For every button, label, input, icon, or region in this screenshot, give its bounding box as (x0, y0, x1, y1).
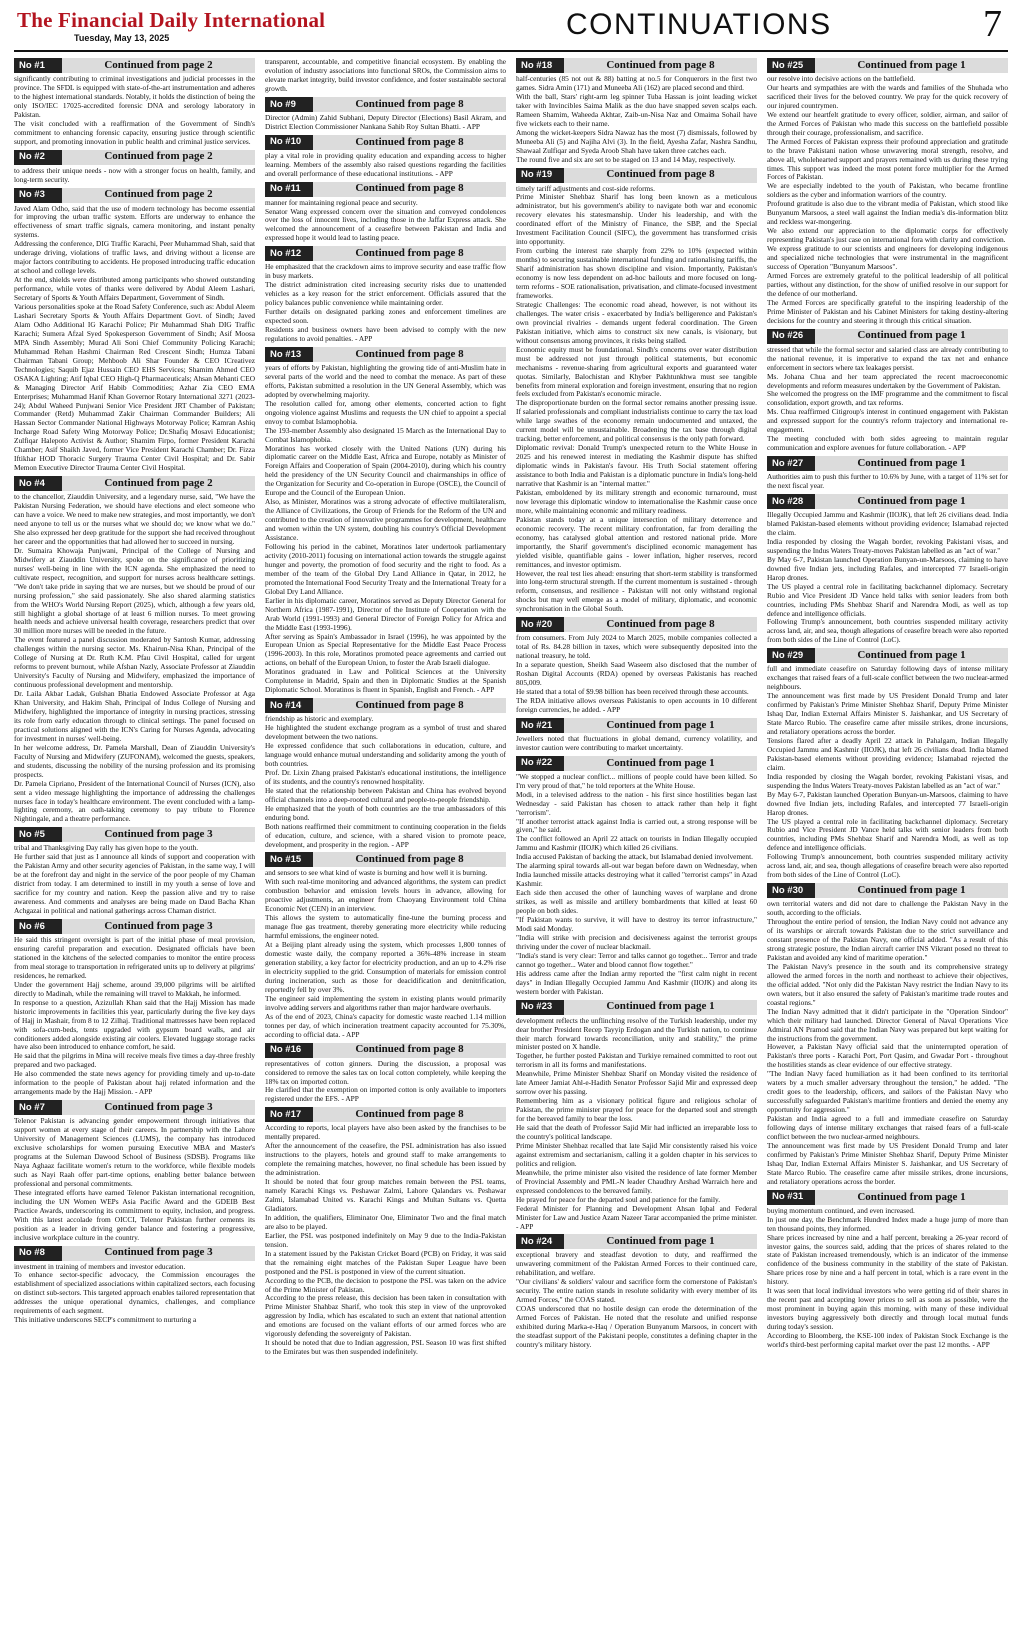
column-1 (14, 58, 255, 1643)
story-header (767, 58, 1008, 73)
story-continuation-title: Continued from page 2 (104, 150, 213, 163)
story-header (265, 135, 506, 150)
newspaper-title: The Financial Daily International (17, 8, 326, 32)
story-continuation-title: Continued from page 3 (104, 828, 213, 841)
continued-story (14, 827, 255, 916)
continued-story (516, 168, 757, 615)
story-continuation-title: Continued from page 8 (355, 247, 464, 260)
story-header (516, 1234, 757, 1249)
story-number: No #14 (265, 698, 313, 713)
column-4 (767, 58, 1008, 1643)
story-header (14, 476, 255, 491)
story-body: play a vital role in providing quality education and expanding access to higher learning. Members of the assembly also raised questions regarding the facilities and overall performance of these educational institutions. - APP (265, 150, 506, 178)
story-number: No #12 (265, 246, 313, 261)
continued-story (516, 617, 757, 715)
story-body: timely tariff adjustments and cost-side reforms. Prime Minister Shehbaz Sharif has long been known as a meticulous administrator, but his government's ability to navigate both war and economic recovery elevates his statesmanship. Under his leadership, and with the coordinated effort of the Ministry of Finance, the SBP, and the Special Investment Facilitation Council (SIFC), the government has transformed crisis into opportunity. From curbing the interest rate sharply from 22% to 10% (expected within months) to securing sustainable international funding and rationalising tariffs, the Sharif administration has shown discipline and vision. Importantly, Pakistan's economy is now less dependent on ad-hoc bailouts and more focused on long-term reforms - SOE rationalisation, privatisation, and climate-focused investment frameworks. Strategic Challenges: The economic road ahead, however, is not without its challenges. The water crisis - exacerbated by India's belligerence and Pakistan's own provincial rivalries - demands urgent federal coordination. The Green Pakistan initiative, which aims to construct six new canals, is visionary, but without consensus among provinces, it risks being stalled. Economic equity must be foundational. Sindh's concerns over water distribution must be addressed not just through political statements, but economic mechanisms - revenue-sharing from agricultural exports and guaranteed water quotas. Similarly, Balochistan and Khyber Pakhtunkhwa must see tangible benefits from mineral exploration and foreign investment, ensuring that no region feels excluded from Pakistan's economic miracle. The disproportionate burden on the formal sector remains another pressing issue. If salaried professionals and compliant industrialists continue to carry the tax load while large swathes of the economy remain undocumented and untaxed, the current model will be unsustainable. Broadening the tax base through digital tracking, better enforcement, and political consensus is the only path forward. Diplomatic revival: Donald Trump's unexpected return to the White House in 2025 and his renewed interest in mediating the Kashmir dispute has shifted diplomatic winds in Pakistan's favour. His Truth Social statement offering assistance to both India and Pakistan is a diplomatic puncture in India's long-held narrative that Kashmir is an "internal matter." Pakistan, emboldened by its military strength and economic turnaround, must now leverage this diplomatic window to internationalise the Kashmir cause once more, while maintaining economic and military readiness. Pakistan stands today at a unique intersection of military deterrence and economic recovery. The recent military confrontation, far from derailing the economy, has catalysed global attention and restored national pride. More importantly, the Sharif government's disciplined economic management has yielded visible, quantifiable gains - lower inflation, higher reserves, record remittances, and investor optimism. However, the real test lies ahead: ensuring that short-term stability is transformed into long-term structural strength. If the current momentum is sustained - through reform, consensus, and resilience - Pakistan will not only withstand regional shocks but may well emerge as a model of military, diplomatic, and economic synchronisation in the Global South. (516, 183, 757, 614)
story-number: No #4 (14, 476, 62, 491)
continued-story (516, 718, 757, 753)
story-number: No #30 (767, 883, 815, 898)
story-number: No #7 (14, 1100, 62, 1115)
story-header (767, 648, 1008, 663)
story-header (265, 182, 506, 197)
story-number: No #18 (516, 58, 564, 73)
story-header (516, 718, 757, 733)
story-body: "We stopped a nuclear conflict... millions of people could have been killed. So I'm very proud of that," he told reporters at the White House. Modi, in a televised address to the nation - his first since hostilities began last Wednesday - said Pakistan has chosen to attack rather than help it fight "terrorism". "If another terrorist attack against India is carried out, a strong response will be given," he said. The conflict followed an April 22 attack on tourists in Indian Illegally occupied Jammu and Kashmir (IIOJK) which killed 26 civilians. India accused Pakistan of backing the attack, but Islamabad denied involvement. The alarming spiral towards all-out war began before dawn on Wednesday, when India launched missile attacks destroying what it called "terrorist camps" in Azad Kashmir. Each side then accused the other of launching waves of warplane and drone strikes, as well as missile and artillery bombardments that killed at least 60 people on both sides. "If Pakistan wants to survive, it will have to destroy its terror infrastructure," Modi said Monday. "India will strike with precision and decisiveness against the terrorist groups thriving under the cover of nuclear blackmail. "India's stand is very clear: Terror and talks cannot go together... Terror and trade cannot go together... Water and blood cannot flow together." His address came after the Indian army reported the "first calm night in recent days" in Indian Illegally Occupied Jammu And Kashmir (IIOJK) and along its western border with Pakistan. (516, 771, 757, 996)
story-number: No #24 (516, 1234, 564, 1249)
story-continuation-title: Continued from page 1 (857, 494, 966, 507)
story-number: No #27 (767, 456, 815, 471)
story-continuation-title: Continued from page 1 (606, 1000, 715, 1013)
story-body: Illegally Occupied Jammu and Kashmir (IIOJK), that left 26 civilians dead. India blamed Pakistan-based elements without providing evidence; Islamabad rejected the claim. India responded by closing the Wagah border, revoking Pakistani visas, and suspending the Indus Waters Treaty-moves Pakistan labelled as an "act of war." By May 6-7, Pakistan launched Operation Bunyan-un-Marsoos, claiming to have downed five Indian jets, including Rafales, and intercepted 77 Israeli-origin Harop drones. The US played a central role in facilitating backchannel diplomacy. Secretary Rubio and Vice President JD Vance held talks with senior leaders from both countries, including PMs Shehbaz Sharif and Narendra Modi, as well as top defence and intelligence officials. Following Trump's announcement, both countries suspended military activity across land, air, and sea, though allegations of ceasefire breach were also reported from both sides of the Line of Control (LoC). (767, 510, 1008, 645)
story-header (265, 97, 506, 112)
story-header (14, 1246, 255, 1261)
story-header (14, 58, 255, 73)
story-header (265, 246, 506, 261)
continued-story (516, 58, 757, 165)
story-header (265, 1043, 506, 1058)
story-continuation-title: Continued from page 1 (606, 1235, 715, 1248)
story-header (767, 883, 1008, 898)
story-header (767, 494, 1008, 509)
story-number: No #23 (516, 1000, 564, 1015)
story-number: No #25 (767, 58, 815, 73)
story-body: half-centuries (85 not out & 88) batting at no.5 for Conquerors in the first two games. Sidra Amin (171) and Muneeba Ali (162) are placed second and third. With the ball, Stars' right-arm leg spinner Tuba Hassan is joint leading wicket taker with Invincibles Saima Malik as the duo have snapped seven scalps each. Rameen Shamim, Waheeda Akhtar, Zaib-un-Nisa Naz and Omaima Sohail have five wickets each to their name. Among the wicket-keepers Sidra Nawaz has the most (7) dismissals, followed by Muneeba Ali (5) and Najiha Alvi (3). In the field, Ayesha Zafar, Nashra Sandhu, Shawaal Zulfiqar and Syeda Aroob Shah have taken three catches each. The round five and six are set to be staged on 13 and 14 May, respectively. (516, 74, 757, 164)
story-number: No #21 (516, 718, 564, 733)
continued-story (265, 698, 506, 849)
story-number: No #5 (14, 827, 62, 842)
story-header (14, 1100, 255, 1115)
continued-story (265, 58, 506, 94)
masthead (14, 0, 1008, 52)
continued-story (265, 97, 506, 132)
story-body: tribal and Thanksgiving Day rally has given hope to the youth. He further said that just as I announce all kinds of support and cooperation with the Pakistan Army and other security agencies of Pakistan, in the same way, I will be at the forefront day and night in the service of the poor people of my Chaman district from today. I am determined to instill in my youth a sense of love and sacrifice for my country and nation. Keep the passion alive and try to raise awareness. And comments and analyses are being made on Daud Bacha Khan Achgazai in political and national gatherings across Chaman district. (14, 843, 255, 916)
continued-story (767, 494, 1008, 645)
story-number: No #22 (516, 756, 564, 771)
continued-story (516, 1000, 757, 1232)
story-continuation-title: Continued from page 1 (857, 329, 966, 342)
story-number: No #1 (14, 58, 62, 73)
story-number: No #31 (767, 1190, 815, 1205)
story-number: No #15 (265, 852, 313, 867)
continued-story (14, 1246, 255, 1326)
page-number: 7 (983, 3, 1002, 45)
story-continuation-title: Continued from page 1 (857, 884, 966, 896)
story-continuation-title: Continued from page 1 (606, 756, 715, 769)
continued-story (265, 182, 506, 244)
story-body: full and immediate ceasefire on Saturday following days of intense military exchanges that raised fears of a full-scale conflict between the two nuclear-armed neighbours. The announcement was first made by US President Donald Trump and later confirmed by Pakistan's Prime Minister Shehbaz Sharif, Deputy Prime Minister Ishaq Dar, Indian External Affairs Minister S. Jaishankar, and US Secretary of State Marco Rubio. The ceasefire came after missile strikes, drone incursions, and retaliatory operations across the border. Tensions flared after a deadly April 22 attack in Pahalgam, Indian Illegally Occupied Jammu and Kashmir (IIOJK), that left 26 civilians dead. India blamed Pakistan-based elements without providing evidence; Islamabad rejected the claim. India responded by closing the Wagah border, revoking Pakistani visas, and suspending the Indus Waters Treaty-moves Pakistan labelled as an "act of war." By May 6-7, Pakistan launched Operation Bunyan-un-Marsoos, claiming to have downed five Indian jets, including Rafales, and intercepted 77 Israeli-origin Harop drones. The US played a central role in facilitating backchannel diplomacy. Secretary Rubio and Vice President JD Vance held talks with senior leaders from both countries, including PMs Shehbaz Sharif and Narendra Modi, as well as top defence and intelligence officials. Following Trump's announcement, both countries suspended military activity across land, air, and sea, though allegations of ceasefire breach were also reported from both sides of the Line of Control (LoC). (767, 664, 1008, 880)
story-header (516, 168, 757, 183)
story-number: No #19 (516, 168, 564, 183)
story-body: own territorial waters and did not dare to challenge the Pakistan Navy in the south, according to the officials. Throughout the entire period of tension, the Indian Navy could not advance any of its warships or aircraft towards Pakistan due to the strict surveillance and constant presence of the Pakistan Navy, one official added. "As a result of this strong strategic posture, the Indian aircraft carrier INS Vikrant posed no threat to Pakistan and avoided any kind of maritime operation." The Pakistan Navy's presence in the south and its comprehensive strategy allowed the armed forces in the north and northeast to achieve their objectives, the official added. "Not only did the Pakistan Navy restrict the Indian Navy to its own waters, but it also ensured the safety of Pakistan's maritime trade routes and coastal regions." The Indian Navy admitted that it didn't participate in the "Operation Sindoor" which their military had launched. Director General of Naval Operations Vice Admiral AN Pramod said that the Indian Navy was prepared but kept waiting for the instructions from the government. However, a Pakistan Navy official said that the uninterrupted operation of Pakistan's three ports - Karachi Port, Port Qasim, and Gwadar Port - throughout the hostilities stands as clear evidence of our effective strategy. "The Indian Navy faced humiliation as it had been confined to its territorial waters by a much smaller adversary throughout the tension," he added. "The credit goes to the leadership, officers, and sailors of the Pakistan Navy who successfully safeguarded Pakistan's maritime frontiers and denied the enemy any opportunity for aggression." Pakistan and India agreed to a full and immediate ceasefire on Saturday following days of intense military exchanges that raised fears of a full-scale conflict between the two nuclear-armed neighbours. The announcement was first made by US President Donald Trump and later confirmed by Pakistan's Prime Minister Shehbaz Sharif, Deputy Prime Minister Ishaq Dar, Indian External Affairs Minister S. Jaishankar, and US Secretary of State Marco Rubio. The ceasefire came after missile strikes, drone incursions, and retaliatory operations across the border. (767, 899, 1008, 1186)
story-number: No #8 (14, 1246, 62, 1261)
story-body: Telenor Pakistan is advancing gender empowerment through initiatives that support women at every stage of their careers. In partnership with the Lahore University of Management Sciences (LUMS), the company has introduced exclusive scholarships for women pursuing Executive MBA and Master's programs at the Suleman Dawood School of Business (SDSB). Programs like Naya Aghaaz facilitate women's return to the workforce, while flexible models such as Nayi Raah offer part-time options, enabling better balance between professional and personal commitments. These integrated efforts have earned Telenor Pakistan international recognition, including the UN Women WEPs Asia Pacific Award and the GDEIB Best Practice Awards, underscoring its commitment to equity, inclusion, and progress. With this latest accolade from OICCI, Telenor Pakistan further cements its position as a leader in driving gender balance and fostering a progressive, inclusive workplace culture in the country. (14, 1116, 255, 1242)
story-header (516, 1000, 757, 1015)
story-number: No #9 (265, 97, 313, 112)
story-header (14, 827, 255, 842)
story-body: development reflects the unflinching resolve of the Turkish leadership, under my dear brother President Recep Tayyip Erdogan and the Turkish nation, to continue their march forward towards reconciliation, unity and stability," the prime minister posted on X handle. Together, he further posted Pakistan and Turkiye remained committed to root out terrorism in all its forms and manifestations. Meanwhile, Prime Minister Shehbaz Sharif on Monday visited the residence of late Ameer Jamiat Ahl-e-Hadith Senator Professor Sajid Mir and expressed deep sorrow over his passing. Remembering him as a visionary political figure and religious scholar of Pakistan, the prime minister prayed for peace for the departed soul and strength for the bereaved family to bear the loss. He said that the death of Professor Sajid Mir had inflicted an irreparable loss to the country's political landscape. Prime Minister Shehbaz recalled that late Sajid Mir consistently raised his voice against extremism and sectarianism, calling it a golden chapter in his services to politics and religion. Meanwhile, the prime minister also visited the residence of late former Member of Provincial Assembly and PML-N leader Chaudhry Arshad Warraich here and expressed condolences to the bereaved family. He prayed for peace for the departed soul and patience for the family. Federal Minister for Planning and Development Ahsan Iqbal and Federal Minister for Law and Justice Azam Nazeer Tarar accompanied the prime minister. - APP (516, 1015, 757, 1231)
continued-story (265, 135, 506, 179)
story-number: No #6 (14, 919, 62, 934)
story-header (516, 756, 757, 771)
continued-story (265, 246, 506, 344)
story-continuation-title: Continued from page 1 (606, 718, 715, 731)
story-body: our resolve into decisive actions on the battlefield. Our hearts and sympathies are with the wards and families of the Shuhada who sacrificed their lives for the beloved country. We pray for the quick recovery of our injured countrymen. We extend our heartfelt gratitude to every officer, soldier, airman, and sailor of the Armed Forces of Pakistan who made this success on the battlefield possible through their courage, professionalism, and sacrifice. The Armed Forces of Pakistan express their profound appreciation and gratitude to the brave Pakistani nation whose unwavering moral strength, resolve, and above all, wholehearted support and prayers remained with us during these trying times. This support was indeed the most potent force multiplier for the Armed Forces of Pakistan. We are especially indebted to the youth of Pakistan, who became frontline soldiers as the cyber and information warriors of the country. Profound gratitude is also due to the vibrant media of Pakistan, which stood like Bunyanum Marsoos, a steel wall against the Indian media's dis-information blitz and reckless war-mongering. We also extend our appreciation to the diplomatic corps for effectively representing Pakistan's just case on international fora with clarity and conviction. We express gratitude to our scientists and engineers for developing indigenous and specialized niche technologies that were instrumental in the magnificent success of Operation "Bunyanum Marsoos". Armed Forces are extremely grateful to the political leadership of all political parties, without any distinction, for the show of unified resolve in our support for the defence of our motherland. The Armed Forces are specifically grateful to the inspiring leadership of the Prime Minister of Pakistan and his Cabinet Ministers for taking destiny-altering decisions for the country and steering it through this critical situation. (767, 74, 1008, 325)
story-body: exceptional bravery and steadfast devotion to duty, and reaffirmed the unwavering commitment of the Pakistan Armed Forces to their continued care, rehabilitation, and welfare. "Our civilians' & soldiers' valour and sacrifice form the cornerstone of Pakistan's security. The entire nation stands in resolute solidarity with every member of its Armed Forces," the COAS stated. COAS underscored that no hostile design can erode the determination of the Armed Forces of Pakistan. He noted that the resolute and unified response exhibited during Marka-e-Haq / Operation Bunyanum Marsoos, in concert with the steadfast support of the Pakistani people, constitutes a defining chapter in the country's military history. (516, 1250, 757, 1349)
column-3 (516, 58, 757, 1643)
story-body: transparent, accountable, and competitive financial ecosystem. By enabling the evolution of industry associations into functional SROs, the Commission aims to elevate market integrity, build investor confidence, and foster sustainable sectoral growth. (265, 58, 506, 93)
story-number: No #3 (14, 188, 62, 203)
story-continuation-title: Continued from page 2 (104, 188, 213, 201)
story-number: No #17 (265, 1107, 313, 1122)
story-body: Director (Admin) Zahid Subhani, Deputy Director (Elections) Basil Akram, and District Election Commissioner Nankana Sahib Roy Sultan Bhatti. - APP (265, 112, 506, 131)
story-body: years of efforts by Pakistan, highlighting the growing tide of anti-Muslim hate in several parts of the world and the need to combat the menace. As part of these efforts, Pakistan submitted a resolution in the UN General Assembly, which was adopted by overwhelming majority. The resolution called for, among other elements, concerted action to fight ongoing violence against Muslims and requests the UN chief to appoint a special envoy to combat Islamophobia. The 193-member Assembly also designated 15 March as the International Day to Combat Islamophobia. Moratinos has worked closely with the United Nations (UN) during his diplomatic career on the Middle East, Africa and Europe, notably as Minister of Foreign Affairs and Cooperation of Spain (2004-2010), during which his country held the presidency of the UN Security Council and chairmanships in office of the Organization for Security and Co-operation in Europe (OSCE), the Council of Europe and the Council of the European Union. Also, as Minister, Moratinos was a strong advocate of effective multilateralism, the Alliance of Civilizations, the Group of Friends for the Reform of the UN and contributed to the creation of innovative programmes for development, healthcare and women within the UN system, doubling his country's Official Development Assistance. Following his period in the cabinet, Moratinos later undertook parliamentary activity (2010-2011) focusing on international action towards the struggle against hunger and poverty, the promotion of food security and the right to food. As a member of the team of the Global Dry Land Alliance in Qatar, in 2012, he promoted the International Food Security Treaty and the International Treaty for a Global Dry Land Alliance. Earlier in his diplomatic career, Moratinos served as Deputy Director General for Northern Africa (1987-1991), Director of the Institute of Cooperation with the Arab World (1991-1993) and General Director of Foreign Policy for Africa and the Middle East (1993-1996). After serving as Spain's Ambassador in Israel (1996), he was appointed by the European Union as Special Representative for the Middle East Peace Process (1996-2003). In this role, Moratinos promoted peace agreements and carried out actions, on behalf of the European Union, to foster the Arab Israeli dialogue. Moratinos graduated in Law and Political Sciences at the University Complutense in Madrid, Spain and then in Diplomatic Studies at the Spanish Diplomatic School. Moratinos is fluent in Spanish, English and French. - APP (265, 362, 506, 695)
continued-story (767, 648, 1008, 880)
continued-story (265, 1043, 506, 1105)
story-body: He said this stringent oversight is part of the initial phase of meal provision, ensuring careful preparation and execution. Designated officials have been stationed in the kitchens of the selected companies to monitor the entire process from meal storage to transportation in refrigerated units up to delivery at pilgrims' residences, he remarked. Under the government Hajj scheme, around 39,000 pilgrims will be airlifted directly to Madinah, while the remaining will travel to Makkah, he informed. In response to a question, Azizullah Khan said that the Hajj Mission has made historic improvements in facilities this year, particularly during the five key days of Hajj in Mashair, from 8 to 12 Zilhaj. Traditional mattresses have been replaced with sofa-cum-beds, tents upgraded with gypsum board walls, and air conditioners added alongside existing air coolers. Elevated luggage storage racks have also been introduced to enhance comfort, he said. He said that the pilgrims in Mina will receive meals five times a day-three freshly prepared and two packaged. He also commended the state news agency for providing timely and up-to-date information to the people of Pakistan about hajj related information and the arrangements made by the Hajj Mission. - APP (14, 935, 255, 1097)
story-header (767, 1190, 1008, 1205)
story-body: Jewellers noted that fluctuations in global demand, currency volatility, and investor caution were contributing to market uncertainty. (516, 733, 757, 752)
story-continuation-title: Continued from page 3 (104, 1246, 213, 1259)
continued-story (14, 58, 255, 147)
continued-story (14, 188, 255, 474)
continued-story (767, 883, 1008, 1187)
continued-story (265, 852, 506, 1039)
story-header (767, 329, 1008, 344)
continued-story (516, 1234, 757, 1349)
story-number: No #2 (14, 150, 62, 165)
story-body: stressed that while the formal sector and salaried class are already contributing to the national revenue, it is imperative to expand the tax net and enhance enforcement in sectors where tax leakages persist. Ms. Johana Chua and her team appreciated the recent macroeconomic developments and reform measures undertaken by the Government of Pakistan. She welcomed the progress on the IMF programme and the commitment to fiscal consolidation, export growth, and tax reforms. Ms. Chua reaffirmed Citigroup's interest in continued engagement with Pakistan and expressed support for the country's reform trajectory and international re-engagement. The meeting concluded with both sides agreeing to maintain regular communication and explore avenues for future collaboration. - APP (767, 344, 1008, 453)
story-number: No #28 (767, 494, 815, 509)
issue-date: Tuesday, May 13, 2025 (74, 33, 170, 43)
story-continuation-title: Continued from page 8 (606, 58, 715, 71)
continued-story (767, 1190, 1008, 1350)
story-header (265, 698, 506, 713)
story-number: No #20 (516, 617, 564, 632)
section-title: CONTINUATIONS (566, 8, 832, 41)
story-number: No #16 (265, 1043, 313, 1058)
story-body: investment in training of members and investor education. To enhance sector-specific advocacy, the Commission encourages the establishment of specialized associations within capitalized sectors, each focusing on distinct sub-sectors. This targeted approach enables tailored representation that addresses the unique operational dynamics, challenges, and compliance requirements of each segment. This initiative underscores SECP's commitment to nurturing a (14, 1261, 255, 1325)
story-body: to the chancellor, Ziauddin University, and a legendary nurse, said, "We have the Pakistan Nursing Federation, we should have elections and elect someone who can have a voice. We need to make new strategies, and most importantly, we don't need anyone to tell us or the nurses what we should do; we know what we do." She also expressed her deep gratitude for the support she had received throughout her career and the opportunities that had allowed her to succeed in nursing. Dr. Sumaira Khowaja Punjwani, Principal of the College of Nursing and Midwifery at Ziauddin University, spoke on the significance of prioritizing nurses' well-being in line with the ICN agenda. She emphasized the need to cultivate respect, recognition, and support for nurses across healthcare settings. "We don't take pride in saying that we are nurses, but we should be proud of our nursing profession," she said passionately. She also shared alarming statistics from the WHO's World Nursing Report (2025), which, although a few years old, still highlight a global shortage of at least 6 million nurses. To meet growing health needs and achieve universal health coverage, researchers predict that over 30 million more nurses will be needed in the future. The event featured a panel discussion moderated by Santosh Kumar, addressing challenges within the nursing sector. Ms. Khairun-Nisa Khan, Principal of the College of Nursing at Dr. Ruth K.M. Pfau Civil Hospital, called for urgent reforms to prevent burnout, while Afshan Nazly, Associate Professor at Ziauddin University's Faculty of Nursing and Midwifery, emphasized the importance of continuous professional development and mentorship. Dr. Laila Akbar Ladak, Gulshan Bhatia Endowed Associate Professor at Aga Khan University, and Hakim Shah, Principal of Indus College of Nursing and Midwifery, highlighted the importance of integrity in nursing practices, stressing its role from early education through to clinical settings. The panel focused on practical solutions aligned with the ICN's Caring for Nurses Agenda, advocating for investment in nurses' well-being. In her welcome address, Dr. Pamela Marshall, Dean of Ziauddin University's Faculty of Nursing and Midwifery (ZUFONAM), welcomed the guests, speakers, and students, discussing the nobility of the nursing profession and its promising prospects. Dr. Pamela Cipriano, President of the International Council of Nurses (ICN), also sent a video message highlighting the importance of addressing the challenges nurses face in today's healthcare environment. The event concluded with a lamp-lighting ceremony, an oath-taking ceremony to pay tribute to Florence Nightingale, and a theatre performance. (14, 492, 255, 824)
story-body: Javed Alam Odho, said that the use of modern technology has become essential for improving the urban traffic system. Efforts are underway to enhance the effectiveness of smart traffic signals, camera monitoring, and instant penalty systems. Addressing the conference, DIG Traffic Karachi, Peer Muhammad Shah, said that underage driving, violations of traffic laws, and driving without a license are major factors contributing to accidents. He proposed introducing traffic education at school and college levels. At the end, shields were distributed among participants who showed outstanding performance, while votes of thanks were delivered by Abdul Aleem Lashari, Secretary of Sports & Youth Affairs Department, Government of Sindh. Various personalities spoke at the Road Safety Conference, such as: Abdul Aleem Lashari Secretary Sports & Youth Affairs Department Govt. of Sindh; Javed Alam Odho Additional IG Karachi Police; Pir Muhammad Shah DIG Traffic Karachi; Sumera Afzal Syed Spokesperson Government of Sindh; Asif Moosa MPA Sindh Assembly; Murad Ali Soni Chief Community Policing Karachi; Muhammad Rehan Hashmi Chairman Red Crescent Sindh; Humza Tabani Chairman Tabani Group; Mehboob Ali Shar Founder & CEO ICreativez Technologies; Saquib Ejaz Hussain CEO EHS Services; Shamim Ahmed CEO OSAKA Lighting; Atif Iqbal CEO High-Q Pharmaceuticals; Ahsan Mehanti CEO & Managing Director Arif Habib Commodities; Azhar Zia CEO EMA Enterprises; Muhammad Hanif Khan Governor Rotary International 3271 (2023-24); Abdul Waheed Punjwani Senior Vice President JRT Chamber of Pakistan; Commander (Retd) Muhammad Zakir Chairman Commander Builders; Ali Hassan Sector Commander National Highways Motorway Police; Kamran Ashiq Incharge Road Safety Wing Motorway Police; Dr.Shafiq Mosavi Educationist; Zulfiqar Halepoto Activist & Author; Shamim Firpo, former President Karachi Chamber; Asif Shaikh Javed, former Vice President Karachi Chamber; Dr. Fizza Iftikhar HOD Thoracic Surgery Trauma Center Civil Hospital; and Dr. Sabir Memon Executive Director Trauma Center Civil Hospital. (14, 203, 255, 473)
continued-story (767, 329, 1008, 453)
story-number: No #11 (265, 182, 313, 197)
article-columns (14, 58, 1008, 1643)
story-continuation-title: Continued from page 1 (857, 456, 966, 469)
column-2 (265, 58, 506, 1643)
story-continuation-title: Continued from page 8 (355, 698, 464, 711)
story-continuation-title: Continued from page 8 (606, 168, 715, 181)
story-number: No #10 (265, 135, 313, 150)
story-body: to address their unique needs - now with a stronger focus on health, family, and long-term security. (14, 165, 255, 184)
continued-story (265, 347, 506, 695)
story-header (14, 150, 255, 165)
story-continuation-title: Continued from page 8 (355, 135, 464, 148)
story-body: friendship as historic and exemplary. He highlighted the student exchange program as a symbol of trust and shared development between the two nations. He expressed confidence that such collaborations in education, culture, and language would enhance mutual understanding and solidarity among the youth of both countries. Prof. Dr. Lixin Zhang praised Pakistan's educational institutions, the intelligence of its students, and the country's renowned hospitality. He stated that the relationship between Pakistan and China has evolved beyond official channels into a deep-rooted cultural and people-to-people friendship. He emphasized that the youth of both countries are the true ambassadors of this enduring bond. Both nations reaffirmed their commitment to continuing cooperation in the fields of education, culture, and science, with a shared vision to promote peace, development, and prosperity in the region. - APP (265, 714, 506, 849)
continued-story (14, 476, 255, 824)
story-body: Authorities aim to push this further to 10.6% by June, with a target of 11% set for the next fiscal year. (767, 472, 1008, 491)
story-number: No #13 (265, 347, 313, 362)
continued-story (265, 1107, 506, 1357)
story-body: significantly contributing to criminal investigations and judicial processes in the province. The SFDL is equipped with state-of-the-art instrumentation and adheres to the highest international standards. Notably, it holds the distinction of being the only ISO/IEC 17025-accredited forensic DNA and serology laboratory in Pakistan. The visit concluded with a reaffirmation of the Government of Sindh's commitment to enhancing forensic capacity, ensuring justice through scientific support, and promoting innovation in public health and criminal justice services. (14, 74, 255, 146)
continued-story (767, 58, 1008, 326)
story-continuation-title: Continued from page 8 (355, 347, 464, 360)
story-body: He emphasized that the crackdown aims to improve security and ease traffic flow in busy markets. The district administration cited increasing security risks due to unattended vehicles as a key reason for the strict enforcement. Officials assured that the policy balances public convenience while maintaining order. Further details on designated parking zones and enforcement timelines are expected soon. Residents and business owners have been advised to comply with the new regulations to avoid penalties. - APP (265, 262, 506, 343)
story-continuation-title: Continued from page 8 (606, 618, 715, 631)
story-continuation-title: Continued from page 8 (355, 1108, 464, 1121)
story-header (516, 58, 757, 73)
story-header (14, 919, 255, 934)
continued-story (14, 150, 255, 185)
story-body: and sensors to see what kind of waste is burning and how well it is burning. With such real-time monitoring and advanced algorithms, the system can predict combustion behavior and emission levels hours in advance, allowing for proactive adjustments, an engineer from Chaoyang Environment told China Economic Net (CEN) in an interview. This allows the system to automatically fine-tune the burning process and manage flue gas treatment, thereby generating more electricity while reducing harmful emissions, the engineer noted. At a Beijing plant already using the system, which processes 1,800 tonnes of domestic waste daily, the company reported a 36%-48% increase in steam generation stability, a key factor for electricity production, and an up to 4.2% rise in electricity supplied to the grid. Consumption of materials for emission control during incineration, such as those for deacidification and denitrification, reportedly fell by over 3%. The engineer said implementing the system in existing plants would primarily involve adding servers and algorithms rather than major hardware overhauls. As of the end of 2023, China's capacity for domestic waste reached 1.14 million tonnes per day, of which incineration treatment capacity accounted for 75.30%, according to official data. - APP (265, 868, 506, 1039)
continued-story (516, 756, 757, 997)
story-continuation-title: Continued from page 8 (355, 182, 464, 195)
continued-story (767, 456, 1008, 491)
story-continuation-title: Continued from page 1 (857, 649, 966, 662)
story-body: According to reports, local players have also been asked by the franchises to be mentally prepared. After the announcement of the ceasefire, the PSL administration has also issued instructions to the players, hotels and ground staff to make arrangements to complete the remaining matches, however, no final schedule has been issued by the administration. It should be noted that four group matches remain between the PSL teams, namely Karachi Kings vs. Peshawar Zalmi, Lahore Qalandars vs. Peshawar Zalmi, Islamabad United vs. Karachi Kings and Multan Sultans vs. Quetta Gladiators. In addition, the qualifiers, Eliminator One, Eliminator Two and the final match are also to be played. Earlier, the PSL was postponed indefinitely on May 9 due to the India-Pakistan tension. In a statement issued by the Pakistan Cricket Board (PCB) on Friday, it was said that the remaining eight matches of the Pakistan Super League have been postponed and the PSL is postponed in view of the current situation. According to the PCB, the decision to postpone the PSL was taken on the advice of the Prime Minister of Pakistan. According to the press release, this decision has been taken in consultation with Prime Minister Shahbaz Sharif, who took this step in view of the unprovoked aggression by India, which has escalated to such an extent that national attention and emotions are focused on the valiant efforts of our armed forces who are vigorously defending the sovereignty of Pakistan. It should be noted that due to Indian aggression, PSL Season 10 was first shifted to the Emirates but was then suspended indefinitely. (265, 1123, 506, 1357)
story-continuation-title: Continued from page 8 (355, 97, 464, 110)
story-continuation-title: Continued from page 8 (355, 1043, 464, 1056)
story-continuation-title: Continued from page 1 (857, 58, 966, 71)
story-continuation-title: Continued from page 3 (104, 1100, 213, 1113)
story-continuation-title: Continued from page 8 (355, 853, 464, 866)
story-header (265, 347, 506, 362)
story-continuation-title: Continued from page 1 (857, 1190, 966, 1203)
story-continuation-title: Continued from page 2 (104, 58, 213, 71)
story-header (516, 617, 757, 632)
story-number: No #29 (767, 648, 815, 663)
story-body: from consumers. From July 2024 to March 2025, mobile companies collected a total of Rs. 84.28 billion in taxes, which were subsequently deposited into the national treasury, he told. In a separate question, Sheikh Saad Waseem also disclosed that the number of Roshan Digital Accounts (RDA) opened by overseas Pakistanis has reached 805,009. He stated that a total of $9.98 billion has been received through these accounts. The RDA initiative allows overseas Pakistanis to open accounts in 10 different foreign currencies, he added. - APP (516, 633, 757, 714)
story-header (265, 852, 506, 867)
story-continuation-title: Continued from page 3 (104, 919, 213, 932)
story-body: representatives of cotton ginners. During the discussion, a proposal was considered to remove the sales tax on local cotton completely, while keeping the 18% tax on imported cotton. He clarified that the exemption on imported cotton is only available to importers registered under the EFS. - APP (265, 1058, 506, 1104)
story-continuation-title: Continued from page 2 (104, 476, 213, 489)
story-body: manner for maintaining regional peace and security. Senator Wang expressed concern over the situation and conveyed condolences over the loss of innocent lives, including those in the Jaffar Express attack. She welcomed the announcement of a ceasefire between Pakistan and India and expressed hope it would lead to lasting peace. (265, 197, 506, 243)
story-number: No #26 (767, 329, 815, 344)
story-body: buying momentum continued, and even increased. In just one day, the Benchmark Hundred Index made a huge jump of more than ten thousand points, they informed. Share prices increased by nine and a half percent, breaking a 26-year record of investor gains, the sources said, adding that the prices of shares related to the state of Pakistan increased tremendously, which is an indicator of the immense confidence of the business community in the stability of the state of Pakistan. Share prices rose by nine and a half percent in total, which is a rare event in the history. It was seen that local individual investors who were getting rid of their shares in the recent past and accepting lower prices to sell as soon as possible, were the most prominent in buying again this morning, with many of these individual investors buying aggressively both directly and through local mutual funds during today's session. According to Bloomberg, the KSE-100 index of Pakistan Stock Exchange is the world's third-best performing capital market over the past 12 months. - APP (767, 1205, 1008, 1349)
story-header (14, 188, 255, 203)
story-header (265, 1107, 506, 1122)
continued-story (14, 1100, 255, 1242)
continued-story (14, 919, 255, 1097)
story-header (767, 456, 1008, 471)
